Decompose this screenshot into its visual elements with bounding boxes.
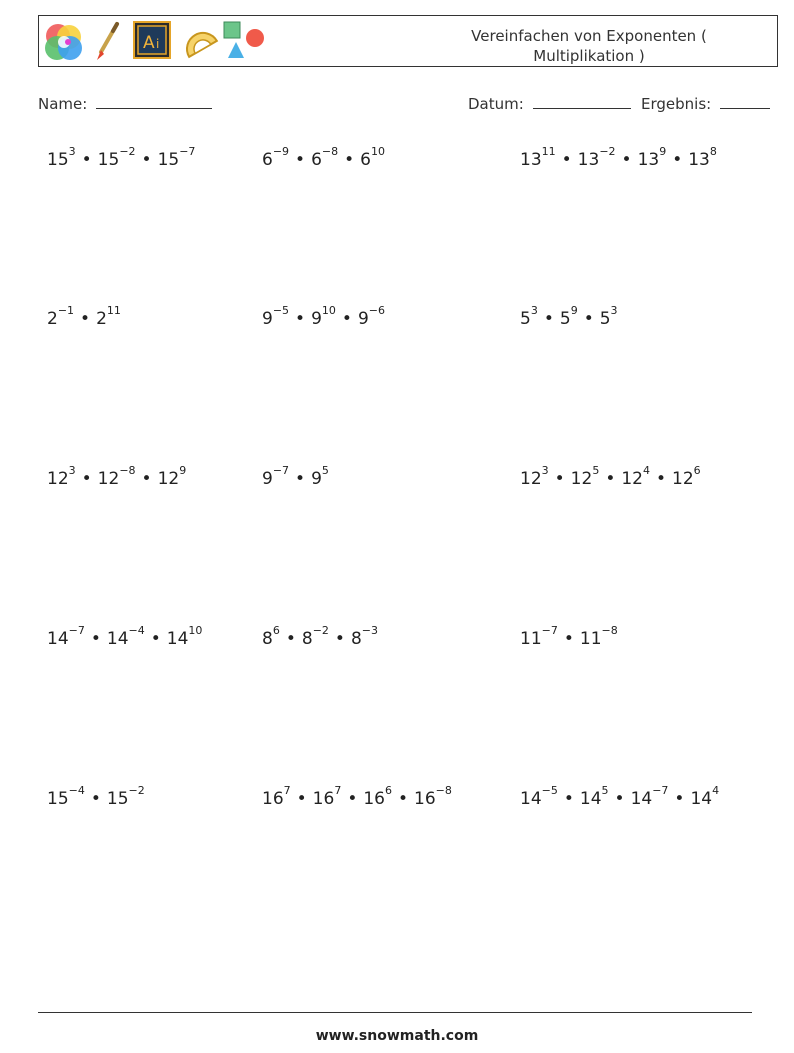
multiply-dot: • bbox=[583, 309, 594, 329]
base: 9 bbox=[357, 309, 369, 329]
multiply-dot: • bbox=[674, 789, 685, 809]
exponent: −7 bbox=[272, 464, 290, 478]
base: 14 bbox=[630, 789, 653, 809]
base: 11 bbox=[520, 629, 542, 649]
problem-8 bbox=[262, 464, 329, 491]
problem-15 bbox=[520, 784, 720, 811]
multiply-dot: • bbox=[341, 309, 352, 329]
exponent: −8 bbox=[601, 624, 618, 638]
problem-3 bbox=[520, 145, 717, 172]
footer-site: www.snowmath.com bbox=[315, 1028, 479, 1044]
exponent: −5 bbox=[541, 784, 558, 798]
base: 5 bbox=[559, 309, 571, 329]
title-line-1: Vereinfachen von Exponenten ( bbox=[471, 27, 707, 45]
multiply-dot: • bbox=[344, 150, 355, 170]
multiply-dot: • bbox=[563, 789, 574, 809]
exponent: 3 bbox=[610, 304, 618, 318]
date-field[interactable] bbox=[468, 94, 631, 113]
exponent: 5 bbox=[601, 784, 609, 798]
base: 11 bbox=[579, 629, 602, 649]
exponent: 9 bbox=[659, 145, 667, 159]
base: 12 bbox=[47, 469, 69, 489]
multiply-dot: • bbox=[90, 629, 101, 649]
base: 13 bbox=[637, 150, 660, 170]
exponent: −9 bbox=[272, 145, 290, 159]
base: 16 bbox=[262, 789, 284, 809]
exponent: 9 bbox=[570, 304, 578, 318]
multiply-dot: • bbox=[543, 309, 554, 329]
multiply-dot: • bbox=[296, 789, 307, 809]
multiply-dot: • bbox=[295, 309, 306, 329]
exponent: −6 bbox=[368, 304, 385, 318]
base: 12 bbox=[97, 469, 120, 489]
base: 15 bbox=[157, 150, 180, 170]
protractor-icon bbox=[179, 22, 219, 62]
multiply-dot: • bbox=[347, 789, 358, 809]
exponent: −7 bbox=[179, 145, 196, 159]
exponent: −4 bbox=[68, 784, 85, 798]
base: 2 bbox=[96, 309, 107, 329]
multiply-dot: • bbox=[150, 629, 161, 649]
base: 15 bbox=[47, 789, 69, 809]
base: 16 bbox=[312, 789, 335, 809]
base: 9 bbox=[262, 469, 273, 489]
svg-text:A: A bbox=[143, 33, 155, 53]
base: 9 bbox=[311, 469, 322, 489]
multiply-dot: • bbox=[397, 789, 409, 809]
base: 14 bbox=[579, 789, 602, 809]
problem-12 bbox=[520, 624, 618, 651]
base: 12 bbox=[672, 469, 694, 489]
base: 8 bbox=[301, 629, 313, 649]
exponent: 8 bbox=[709, 145, 717, 159]
problem-5 bbox=[262, 304, 385, 331]
exponent: −2 bbox=[312, 624, 329, 638]
problem-4 bbox=[47, 304, 121, 331]
date-label: Datum: bbox=[468, 95, 524, 113]
base: 8 bbox=[262, 629, 273, 649]
multiply-dot: • bbox=[655, 469, 667, 489]
problem-9 bbox=[520, 464, 701, 491]
multiply-dot: • bbox=[141, 150, 152, 170]
exponent: 10 bbox=[188, 624, 203, 638]
base: 9 bbox=[311, 309, 322, 329]
exponent: 6 bbox=[272, 624, 280, 638]
base: 5 bbox=[520, 309, 531, 329]
multiply-dot: • bbox=[554, 469, 565, 489]
base: 14 bbox=[166, 629, 189, 649]
name-label: Name: bbox=[38, 95, 88, 113]
exponent: 10 bbox=[321, 304, 336, 318]
base: 14 bbox=[47, 629, 69, 649]
exponent: −7 bbox=[652, 784, 669, 798]
exponent: −2 bbox=[119, 145, 136, 159]
exponent: 5 bbox=[592, 464, 600, 478]
exponent: −4 bbox=[128, 624, 145, 638]
problem-6 bbox=[520, 304, 618, 331]
problem-10 bbox=[47, 624, 203, 651]
shapes-icon bbox=[222, 20, 266, 64]
base: 12 bbox=[570, 469, 593, 489]
exponent: 3 bbox=[68, 145, 76, 159]
exponent: 3 bbox=[68, 464, 76, 478]
result-line[interactable] bbox=[720, 94, 770, 109]
exponent: −8 bbox=[321, 145, 339, 159]
base: 14 bbox=[690, 789, 713, 809]
footer-divider bbox=[38, 1012, 752, 1013]
exponent: 4 bbox=[642, 464, 650, 478]
multiply-dot: • bbox=[141, 469, 152, 489]
base: 2 bbox=[47, 309, 58, 329]
exponent: 7 bbox=[283, 784, 291, 798]
base: 16 bbox=[363, 789, 385, 809]
base: 12 bbox=[157, 469, 180, 489]
exponent: −7 bbox=[541, 624, 558, 638]
exponent: −8 bbox=[119, 464, 136, 478]
multiply-dot: • bbox=[561, 150, 572, 170]
title-line-2: Multiplikation ) bbox=[533, 47, 645, 65]
multiply-dot: • bbox=[563, 629, 574, 649]
problem-1 bbox=[47, 145, 196, 172]
multiply-dot: • bbox=[295, 150, 306, 170]
base: 12 bbox=[621, 469, 643, 489]
base: 16 bbox=[414, 789, 436, 809]
multiply-dot: • bbox=[285, 629, 296, 649]
base: 15 bbox=[97, 150, 120, 170]
multiply-dot: • bbox=[621, 150, 632, 170]
date-line[interactable] bbox=[533, 94, 631, 109]
paintbrush-icon bbox=[91, 20, 123, 64]
exponent: 5 bbox=[321, 464, 329, 478]
base: 6 bbox=[360, 150, 371, 170]
multiply-dot: • bbox=[672, 150, 683, 170]
illustrator-icon bbox=[133, 21, 171, 59]
base: 13 bbox=[520, 150, 542, 170]
exponent: −2 bbox=[128, 784, 145, 798]
exponent: 7 bbox=[334, 784, 342, 798]
exponent: 3 bbox=[530, 304, 538, 318]
result-label: Ergebnis: bbox=[641, 95, 712, 113]
base: 6 bbox=[262, 150, 273, 170]
multiply-dot: • bbox=[81, 150, 92, 170]
multiply-dot: • bbox=[90, 789, 101, 809]
result-field[interactable] bbox=[641, 94, 770, 113]
problem-13 bbox=[47, 784, 145, 811]
base: 12 bbox=[520, 469, 542, 489]
multiply-dot: • bbox=[605, 469, 616, 489]
exponent: −8 bbox=[435, 784, 452, 798]
problem-7 bbox=[47, 464, 187, 491]
exponent: −2 bbox=[599, 145, 616, 159]
svg-text:i: i bbox=[156, 37, 160, 51]
multiply-dot: • bbox=[614, 789, 625, 809]
problem-2 bbox=[262, 145, 385, 172]
multiply-dot: • bbox=[334, 629, 345, 649]
base: 15 bbox=[106, 789, 129, 809]
worksheet-title bbox=[439, 26, 739, 66]
multiply-dot: • bbox=[80, 309, 91, 329]
exponent: −7 bbox=[68, 624, 85, 638]
exponent: 3 bbox=[541, 464, 549, 478]
base: 13 bbox=[577, 150, 600, 170]
base: 5 bbox=[599, 309, 611, 329]
exponent: 6 bbox=[693, 464, 701, 478]
exponent: 6 bbox=[384, 784, 392, 798]
exponent: 9 bbox=[179, 464, 187, 478]
multiply-dot: • bbox=[295, 469, 306, 489]
header-box bbox=[38, 15, 778, 67]
exponent: −3 bbox=[361, 624, 378, 638]
base: 6 bbox=[311, 150, 322, 170]
base: 9 bbox=[262, 309, 273, 329]
exponent: 4 bbox=[712, 784, 720, 798]
exponent: −1 bbox=[57, 304, 75, 318]
base: 15 bbox=[47, 150, 69, 170]
base: 8 bbox=[350, 629, 362, 649]
base: 14 bbox=[106, 629, 129, 649]
base: 13 bbox=[688, 150, 710, 170]
problem-11 bbox=[262, 624, 378, 651]
name-field[interactable] bbox=[38, 94, 212, 113]
base: 14 bbox=[520, 789, 542, 809]
exponent: 11 bbox=[106, 304, 121, 318]
exponent: −5 bbox=[272, 304, 290, 318]
multiply-dot: • bbox=[81, 469, 92, 489]
name-line[interactable] bbox=[96, 94, 212, 109]
color-circles-icon bbox=[42, 20, 86, 64]
exponent: 11 bbox=[541, 145, 556, 159]
exponent: 10 bbox=[370, 145, 385, 159]
problem-14 bbox=[262, 784, 452, 811]
